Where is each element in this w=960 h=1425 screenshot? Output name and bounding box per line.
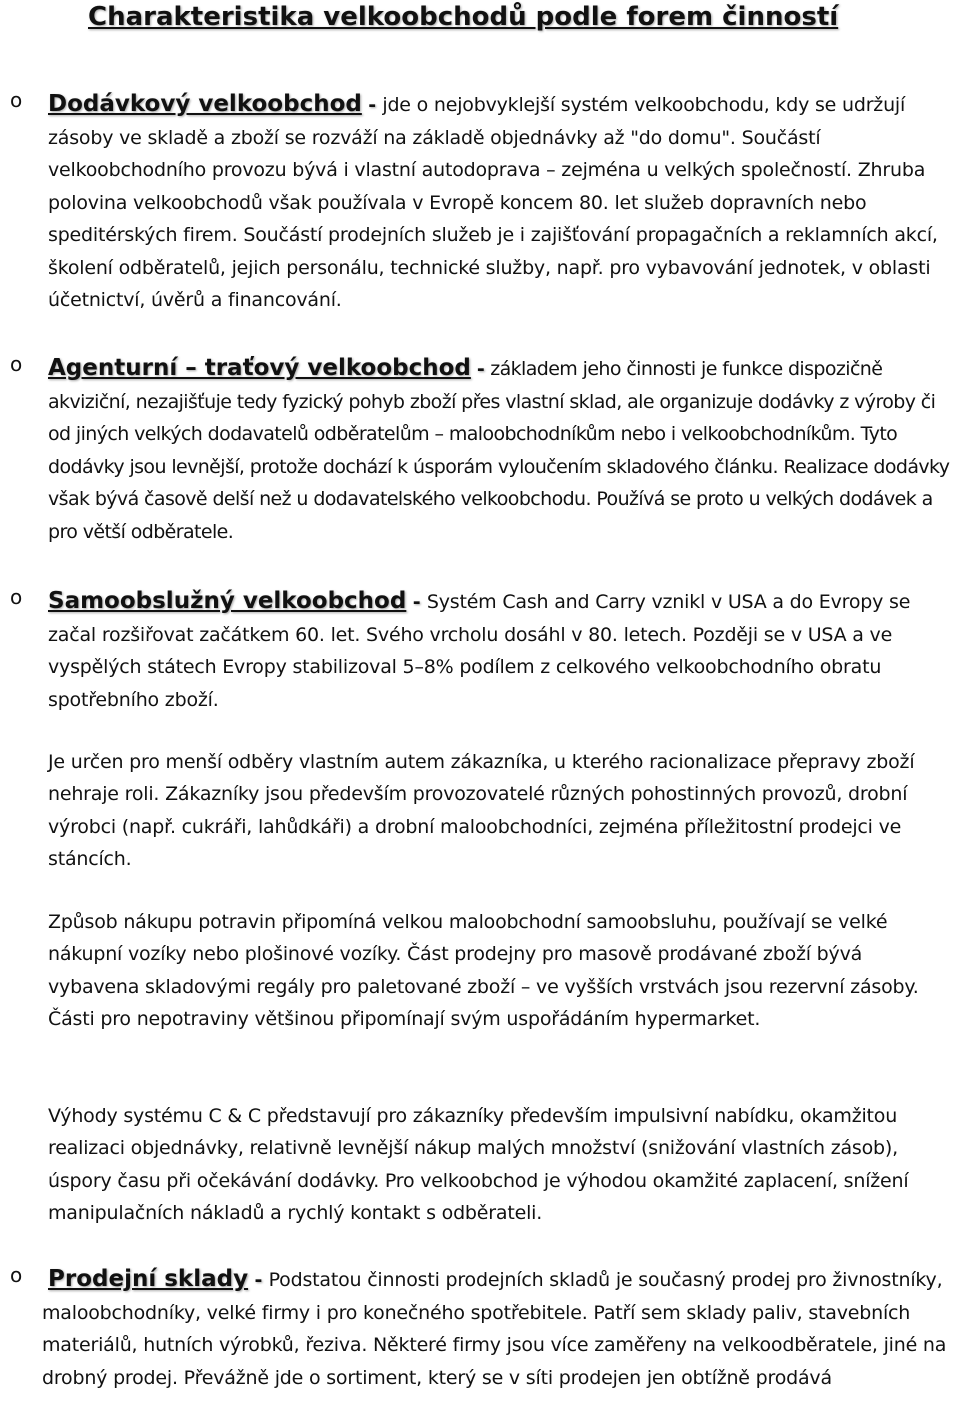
item-text	[42, 1263, 954, 1394]
item-body: jde o nejobvyklejší systém velkoobchodu, kdy se udržují zásoby ve skladě a zboží se rozváží na základě objednávky až "do domu". Součástí velkoobchodního provozu bývá i vlastní autodoprava – zejména u velkých společností. Zhruba polovina velkoobchodů však používala v Evropě koncem 80. let služeb dopravních nebo speditérských firem. Součástí prodejních služeb je i zajišťování propagačních a reklamních akcí, školení odběratelů, jejich personálu, technické služby, např. pro vybavování jednotek, v oblasti účetnictví, úvěrů a financování.	[48, 94, 938, 311]
item-heading: Dodávkový velkoobchod	[48, 91, 362, 117]
bullet: o	[10, 352, 23, 376]
item-body: Podstatou činnosti prodejních skladů je současný prodej pro živnostníky, maloobchodníky, velké firmy i pro konečného spotřebitele. Patří sem sklady paliv, stavebních materiálů, hutních výrobků, řeziva. Některé firmy jsou více zaměřeny na velkoodběratele, jiné na drobný prodej. Převážně jde o sortiment, který se v síti prodejen jen obtížně prodává	[42, 1269, 947, 1389]
paragraph: Výhody systému C & C představují pro zákazníky především impulsivní nabídku, okamžitou realizaci objednávky, relativně levnější nákup malých množství (snižování vlastních zásob), úspory času při očekávání dodávky. Pro velkoobchod je výhodou okamžité zaplacení, snížení manipulačních nákladů a rychlý kontakt s odběrateli.	[48, 1105, 909, 1224]
item-dash: -	[361, 94, 383, 116]
item-dash: -	[406, 591, 427, 613]
item-body: Systém Cash and Carry vznikl v USA a do Evropy se začal rozšiřovat začátkem 60. let. Svého vrcholu dosáhl v 80. letech. Později se v USA a ve vyspělých státech Evropy stabilizoval 5–8% podílem z celkového velkoobchodního obratu spotřebního zboží.	[48, 591, 911, 711]
page-title: Charakteristika velkoobchodů podle forem činností	[88, 2, 839, 32]
item-body: základem jeho činnosti je funkce dispozičně akviziční, nezajišťuje tedy fyzický pohyb zboží přes vlastní sklad, ale organizuje dodávky z výroby či od jiných velkých dodavatelů odběratelům – maloobchodníkům nebo i velkoobchodníkům. Tyto dodávky jsou levnější, protože dochází k úsporám vyloučením skladového článku. Realizace dodávky však bývá časově delší než u dodavatelského velkoobchodu. Používá se proto u velkých dodávek a pro větší odběratele.	[48, 358, 950, 543]
item-text	[48, 88, 956, 317]
bullet: o	[10, 88, 23, 112]
item-dash: -	[470, 358, 491, 380]
item-text	[48, 585, 956, 716]
item-heading: Prodejní sklady	[48, 1266, 249, 1292]
item-dash: -	[248, 1269, 269, 1291]
bullet: o	[10, 1263, 23, 1287]
bullet: o	[10, 585, 23, 609]
paragraph: Způsob nákupu potravin připomíná velkou maloobchodní samoobsluhu, používají se velké nákupní vozíky nebo plošinové vozíky. Část prodejny pro masově prodávané zboží bývá vybavena skladovými regály pro paletované zboží – ve vyšších vrstvách jsou rezervní zásoby. Části pro nepotraviny většinou připomínají svým uspořádáním hypermarket.	[48, 911, 919, 1030]
item-text	[48, 352, 956, 548]
item-heading: Samoobslužný velkoobchod	[48, 588, 407, 614]
item-heading: Agenturní – traťový velkoobchod	[48, 355, 471, 381]
paragraph: Je určen pro menší odběry vlastním autem zákazníka, u kterého racionalizace přepravy zboží nehraje roli. Zákazníky jsou především provozovatelé různých pohostinných provozů, drobní výrobci (např. cukráři, lahůdkáři) a drobní maloobchodníci, zejména příležitostní prodejci ve stáncích.	[48, 751, 915, 870]
